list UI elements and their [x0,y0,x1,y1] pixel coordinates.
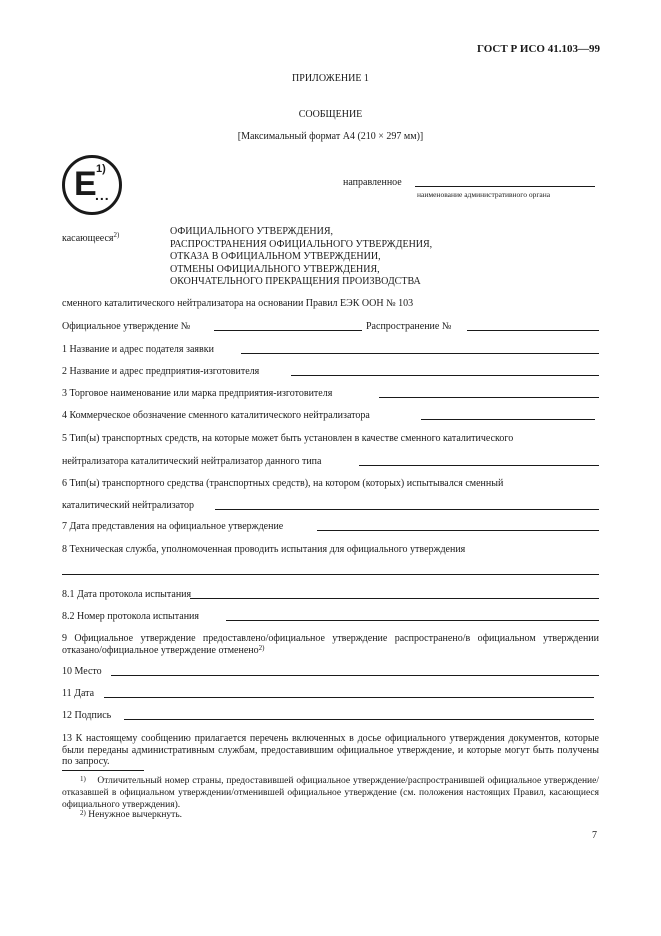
message-title: СООБЩЕНИЕ [298,109,363,120]
appendix-title: ПРИЛОЖЕНИЕ 1 [292,73,369,84]
mark-letter: E [74,165,97,203]
standard-header: ГОСТ Р ИСО 41.103—99 [477,43,600,55]
item-7-label: 7 Дата представления на официальное утверждение [62,521,284,532]
item-4-label: 4 Коммерческое обозначение сменного каталитического нейтрализатора [62,410,370,421]
item-7-field[interactable] [317,530,599,531]
item-4-field[interactable] [421,419,595,420]
item-8-field[interactable] [62,574,599,575]
item-10-field[interactable] [111,675,599,676]
item-10-label: 10 Место [62,666,102,677]
item-1-label: 1 Название и адрес подателя заявки [62,344,214,355]
subject-line: сменного каталитического нейтрализатора на основании Правил ЕЭК ООН № 103 [62,298,414,309]
item-6-label-cont: каталитический нейтрализатор [62,500,195,511]
item-2-field[interactable] [291,375,599,376]
footnote-1: $^{1)}$ Отличительный номер страны, предоставившей официальное утверждение/распространившей официальное утверждение/отказавшей в официальном утверждении/отменившей официальное утверждение (см. положения настоящих Правил, касающиеся официального утверждения). [62,775,599,810]
item-5-label: 5 Тип(ы) транспортных средств, на которые может быть установлен в качестве сменного каталитического [62,433,514,444]
page-number: 7 [592,830,597,841]
item-12-field[interactable] [124,719,594,720]
footnote-separator [62,770,144,771]
option-refusal: ОТКАЗА В ОФИЦИАЛЬНОМ УТВЕРЖДЕНИИ, [170,251,381,262]
item-6-label: 6 Тип(ы) транспортного средства (транспортных средств), на котором (которых) испытывался сменный [62,478,504,489]
item-11-field[interactable] [104,697,594,698]
option-extension: РАСПРОСТРАНЕНИЯ ОФИЦИАЛЬНОГО УТВЕРЖДЕНИЯ, [170,238,433,250]
item-1-field[interactable] [241,353,599,354]
addressee-caption: наименование административного органа [417,190,551,199]
mark-superscript: 1) [96,163,106,175]
item-8-2-label: 8.2 Номер протокола испытания [62,611,199,622]
extension-number-field[interactable] [467,330,599,331]
approval-mark-icon [62,155,122,215]
item-13-text: 13 К настоящему сообщению прилагается перечень включенных в досье официального утверждения документов, которые были переданы административным службам, предоставившим официальное утверждение, и которые могут быть получены по запросу. [62,733,599,767]
concerning-options [170,226,432,289]
item-8-1-field[interactable] [190,598,599,599]
option-withdrawal: ОТМЕНЫ ОФИЦИАЛЬНОГО УТВЕРЖДЕНИЯ, [170,263,380,275]
concerning-label: касающееся$^{2)}$ [62,231,120,244]
approval-number-field[interactable] [214,330,362,331]
item-12-label: 12 Подпись [62,710,112,721]
item-11-label: 11 Дата [62,688,95,699]
option-discontinued: ОКОНЧАТЕЛЬНОГО ПРЕКРАЩЕНИЯ ПРОИЗВОДСТВА [170,276,421,287]
item-2-label: 2 Название и адрес предприятия-изготовителя [62,366,260,377]
item-8-1-label: 8.1 Дата протокола испытания [62,589,192,600]
footnote-2: $^{2)}$ Ненужное вычеркнуть. [80,809,183,820]
addressee-line[interactable] [415,186,595,187]
format-note: [Максимальный формат А4 (210 × 297 мм)] [237,131,424,142]
item-5-field[interactable] [359,465,599,466]
item-3-label: 3 Торговое наименование или марка предприятия-изготовителя [62,388,333,399]
addressee-label: направленное [343,177,402,188]
item-8-2-field[interactable] [226,620,599,621]
item-9-text: 9 Официальное утверждение предоставлено/официальное утверждение распространено/в официальном утверждении отказано/официальное утверждение отменено$^{2)}$ [62,633,599,656]
item-5-label-cont: нейтрализатора каталитический нейтрализатор данного типа [62,456,322,467]
option-approval: ОФИЦИАЛЬНОГО УТВЕРЖДЕНИЯ, [170,226,334,237]
item-6-field[interactable] [215,509,599,510]
item-8-label: 8 Техническая служба, уполномоченная проводить испытания для официального утверждения [62,544,466,555]
extension-number-label: Распространение № [366,321,452,332]
mark-dots: ... [95,187,110,203]
item-3-field[interactable] [379,397,599,398]
approval-number-label: Официальное утверждение № [62,321,191,332]
